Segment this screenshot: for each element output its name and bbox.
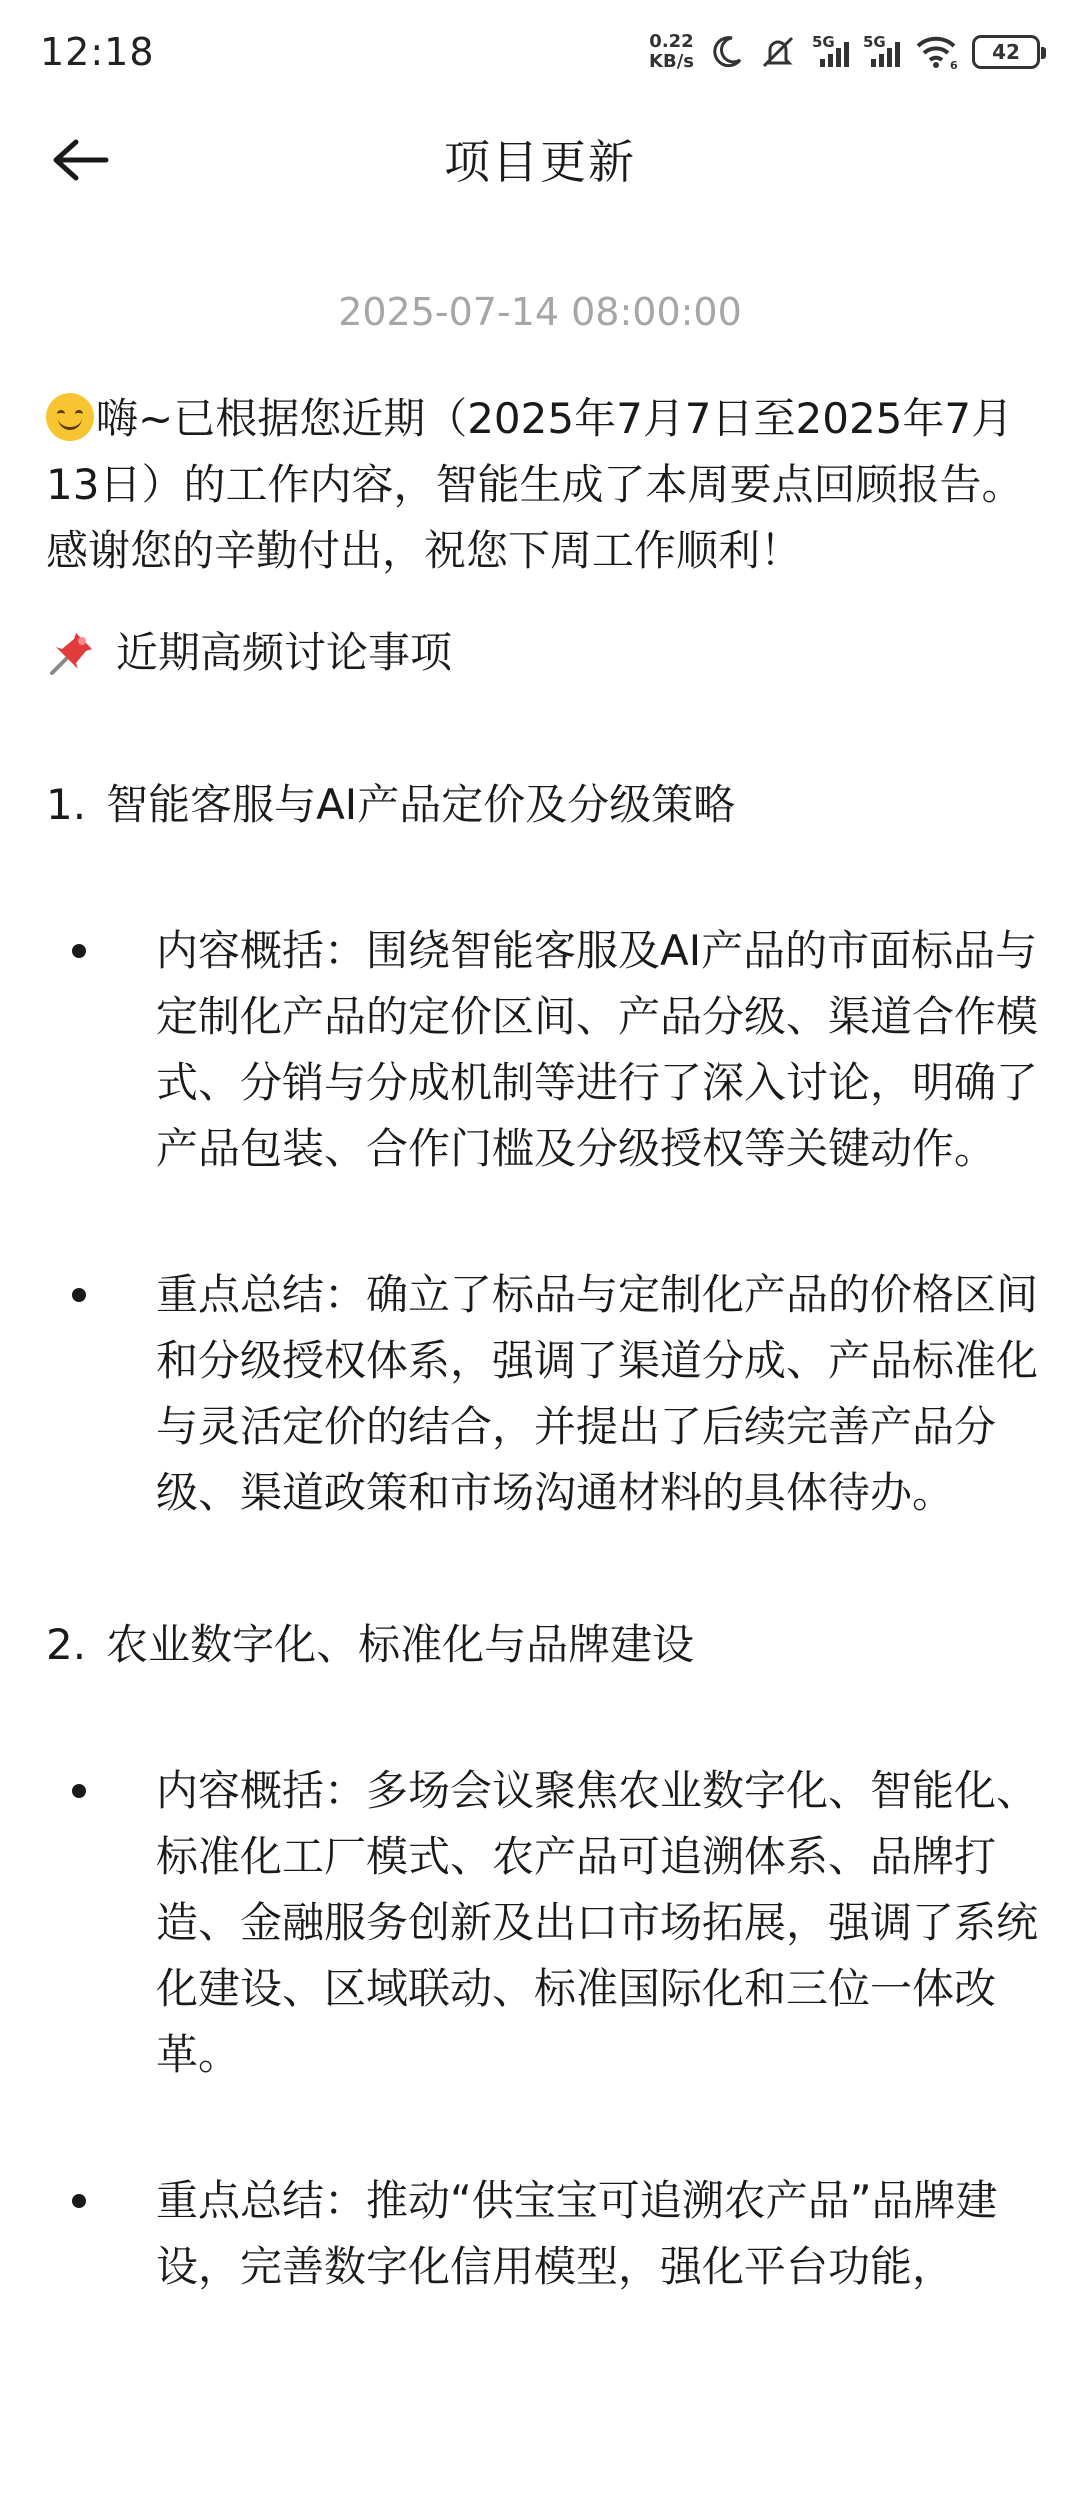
bullet-dot xyxy=(46,1262,156,1526)
bullet-dot xyxy=(46,1758,156,2088)
mute-icon xyxy=(758,32,798,72)
message-timestamp: 2025-07-14 08:00:00 xyxy=(338,290,742,334)
list-item xyxy=(46,2168,1042,2300)
item-number: 1. xyxy=(46,780,87,829)
arrow-left-icon xyxy=(50,136,110,184)
bullet-text: 内容概括：多场会议聚焦农业数字化、智能化、标准化工厂模式、农产品可追溯体系、品牌打造、金融服务创新及出口市场拓展，强调了系统化建设、区域联动、标准国际化和三位一体改革。 xyxy=(156,1766,1039,2079)
list-item xyxy=(46,1262,1042,1526)
moon-icon xyxy=(708,34,744,70)
intro-text: 嗨~已根据您近期（2025年7月7日至2025年7月13日）的工作内容，智能生成了本周要点回顾报告。感谢您的辛勤付出，祝您下周工作顺利！ xyxy=(46,394,1024,575)
message-content xyxy=(46,290,1042,2300)
status-icons xyxy=(649,32,1040,72)
wifi-label: 6 xyxy=(950,59,958,70)
sim1-label: 5G xyxy=(812,33,835,51)
nav-bar xyxy=(0,104,1080,214)
page-title: 项目更新 xyxy=(444,135,636,189)
sim2-label: 5G xyxy=(863,33,886,51)
status-time: 12:18 xyxy=(40,30,155,74)
bullet-dot xyxy=(46,918,156,1182)
item-title xyxy=(46,1612,1042,1678)
item-title xyxy=(46,772,1042,838)
item-title-text: 农业数字化、标准化与品牌建设 xyxy=(106,1620,695,1669)
list-item xyxy=(46,1758,1042,2088)
item-number: 2. xyxy=(46,1620,87,1669)
net-speed-value: 0.22 xyxy=(649,31,694,52)
section-title: 近期高频讨论事项 xyxy=(116,628,453,677)
bullet-text: 重点总结：推动“供宝宝可追溯农产品”品牌建设，完善数字化信用模型，强化平台功能， xyxy=(156,2176,998,2291)
bullet-text: 重点总结：确立了标品与定制化产品的价格区间和分级授权体系，强调了渠道分成、产品标准化与灵活定价的结合，并提出了后续完善产品分级、渠道政策和市场沟通材料的具体待办。 xyxy=(156,1270,1039,1517)
net-speed xyxy=(649,32,694,72)
item-title-text: 智能客服与AI产品定价及分级策略 xyxy=(106,780,736,829)
signal-icon xyxy=(863,33,900,67)
status-bar xyxy=(0,0,1080,104)
section-heading xyxy=(46,620,1042,686)
battery-level: 42 xyxy=(992,40,1020,64)
smiling-face-icon xyxy=(46,393,94,441)
intro-paragraph xyxy=(46,386,1042,584)
net-speed-unit: KB/s xyxy=(649,51,694,72)
battery-icon xyxy=(972,35,1040,69)
list-item xyxy=(46,918,1042,1182)
wifi-icon xyxy=(914,34,958,70)
bullet-dot xyxy=(46,2168,156,2300)
pushpin-icon xyxy=(46,627,98,679)
back-button[interactable] xyxy=(48,132,112,188)
signal-icon xyxy=(812,33,849,67)
bullet-text: 内容概括：围绕智能客服及AI产品的市面标品与定制化产品的定价区间、产品分级、渠道合作模式、分销与分成机制等进行了深入讨论，明确了产品包装、合作门槛及分级授权等关键动作。 xyxy=(156,926,1039,1173)
